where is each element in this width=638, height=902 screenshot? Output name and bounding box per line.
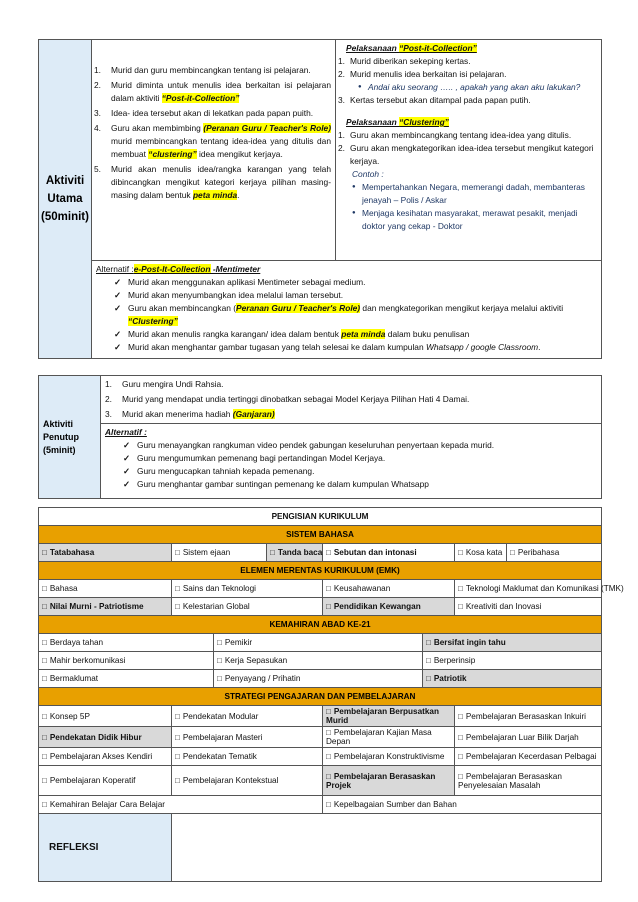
pelaksanaan1-step-1: 1. Murid diberikan sekeping kertas. <box>338 56 471 66</box>
strategi-akses-kendiri: □ Pembelajaran Akses Kendiri <box>39 748 172 766</box>
emk-heading: ELEMEN MERENTAS KURIKULUM (EMK) <box>39 562 602 580</box>
strategi-didik-hibur: □ Pendekatan Didik Hibur <box>39 727 172 748</box>
emk-sains-teknologi: □ Sains dan Teknologi <box>172 580 323 598</box>
abad21-berperinsip: □ Berperinsip <box>423 652 602 670</box>
pengisian-kurikulum-table <box>38 507 624 882</box>
strategi-kontekstual: □ Pembelajaran Kontekstual <box>172 766 323 796</box>
pelaksanaan-heading-1: Pelaksanaan “Post-it-Collection” <box>346 43 477 53</box>
emk-kelestarian-global: □ Kelestarian Global <box>172 598 323 616</box>
strategi-masteri: □ Pembelajaran Masteri <box>172 727 323 748</box>
aktiviti-penutup-alternatif <box>101 424 602 499</box>
contoh-item-1: ● Mempertahankan Negara, memerangi dadah, membanteras jenayah – Polis / Askar <box>352 181 598 207</box>
sb-tatabahasa: □ Tatabahasa <box>39 544 172 562</box>
sb-tanda-baca: □ Tanda baca <box>267 544 323 562</box>
sb-kosa-kata: □ Kosa kata <box>455 544 507 562</box>
strategi-inkuiri: □ Pembelajaran Berasaskan Inkuiri <box>455 706 602 727</box>
kurikulum-title: PENGISIAN KURIKULUM <box>39 508 602 526</box>
pelaksanaan1-step-3: 3. Kertas tersebut akan ditampal pada papan putih. <box>338 95 531 105</box>
emk-keusahawanan: □ Keusahawanan <box>323 580 455 598</box>
abad21-heading: KEMAHIRAN ABAD KE-21 <box>39 616 602 634</box>
sb-peribahasa: □ Peribahasa <box>507 544 602 562</box>
penutup-alt-item-2: ✓ Guru mengumumkan pemenang bagi pertandingan Model Kerjaya. <box>123 452 597 465</box>
refleksi-label: REFLEKSI <box>39 814 172 882</box>
strategi-tematik: □ Pendekatan Tematik <box>172 748 323 766</box>
contoh-item-2: ● Menjaga kesihatan masyarakat, merawat pesakit, menjadi doktor yang cekap - Doktor <box>352 207 598 233</box>
sb-sistem-ejaan: □ Sistem ejaan <box>172 544 267 562</box>
strategi-berasaskan-projek: □ Pembelajaran Berasaskan Projek <box>323 766 455 796</box>
penutup-alt-item-4: ✓ Guru menghantar gambar suntingan pemenang ke dalam kumpulan Whatsapp <box>123 478 597 491</box>
strategi-heading: STRATEGI PENGAJARAN DAN PEMBELAJARAN <box>39 688 602 706</box>
utama-step-3: 3. Idea- idea tersebut akan di lekatkan pada papan puith. <box>94 108 314 118</box>
emk-tmk: □ Teknologi Maklumat dan Komunikasi (TMK) <box>455 580 602 598</box>
emk-nilai-murni: □ Nilai Murni - Patriotisme <box>39 598 172 616</box>
penutup-alt-item-3: ✓ Guru mengucapkan tahniah kepada pemenang. <box>123 465 597 478</box>
utama-step-2: 2. Murid diminta untuk menulis idea berkaitan isi pelajaran dalam aktiviti “Post-it-Collection” <box>94 80 331 103</box>
aktiviti-utama-steps <box>92 40 336 261</box>
strategi-penyelesaian-masalah: □ Pembelajaran Berasaskan Penyelesaian Masalah <box>455 766 602 796</box>
aktiviti-utama-label: Aktiviti Utama (50minit) <box>39 40 92 359</box>
abad21-mahir-berkomunikasi: □ Mahir berkomunikasi <box>39 652 214 670</box>
utama-alt-item-4: ✓ Murid akan menulis rangka karangan/ idea dalam bentuk peta minda dalam buku penulisan <box>114 328 597 341</box>
penutup-alt-heading: Alternatif : <box>105 427 147 437</box>
utama-alt-heading: Alternatif :e-Post-It-Collection -Mentimeter <box>96 264 261 274</box>
utama-step-5: 5. Murid akan menulis idea/rangka karangan yang telah dibincangkan mengikut kategori kerjaya pilihan masing-masing dalam bentuk peta minda. <box>94 164 331 200</box>
abad21-bermaklumat: □ Bermaklumat <box>39 670 214 688</box>
strategi-luar-bilik-darjah: □ Pembelajaran Luar Bilik Darjah <box>455 727 602 748</box>
pelaksanaan2-step-1: 1. Guru akan membincangkang tentang idea-idea yang ditulis. <box>338 130 572 140</box>
strategi-kecerdasan-pelbagai: □ Pembelajaran Kecerdasan Pelbagai <box>455 748 602 766</box>
aktiviti-utama-pelaksanaan <box>336 40 602 261</box>
abad21-penyayang: □ Penyayang / Prihatin <box>214 670 423 688</box>
penutup-step-1: 1. Guru mengira Undi Rahsia. <box>105 379 224 389</box>
aktiviti-penutup-steps <box>101 376 602 424</box>
penutup-step-2: 2. Murid yang mendapat undia tertinggi dinobatkan sebagai Model Kerjaya Pilihan Hati 4 Damai. <box>105 394 470 404</box>
emk-bahasa: □ Bahasa <box>39 580 172 598</box>
utama-alt-item-5: ✓ Murid akan menghantar gambar tugasan yang telah selesai ke dalam kumpulan Whatsapp / google Classroom. <box>114 341 597 354</box>
emk-kreativiti: □ Kreativiti dan Inovasi <box>455 598 602 616</box>
pelaksanaan-heading-2: Pelaksanaan “Clustering” <box>346 117 449 127</box>
pelaksanaan1-bullet: ● Andai aku seorang ….. , apakah yang akan aku lakukan? <box>358 81 598 94</box>
utama-alt-item-1: ✓ Murid akan menggunakan aplikasi Mentimeter sebagai medium. <box>114 276 597 289</box>
pelaksanaan1-step-2: 2. Murid menulis idea berkaitan isi pelajaran. <box>338 69 507 79</box>
aktiviti-utama-table <box>38 39 602 359</box>
abad21-kerja-sepasukan: □ Kerja Sepasukan <box>214 652 423 670</box>
penutup-alt-item-1: ✓ Guru menayangkan rangkuman video pendek gabungan keseluruhan penyertaan kepada murid. <box>123 439 597 452</box>
utama-alt-item-3: ✓ Guru akan membincangkan (Peranan Guru / Teacher's Role) dan mengkategorikan mengikut kerjaya melalui aktiviti “Clustering” <box>114 302 597 328</box>
sb-sebutan-intonasi: □ Sebutan dan intonasi <box>323 544 455 562</box>
refleksi-content <box>172 814 602 882</box>
utama-step-4: 4. Guru akan membimbing (Peranan Guru / Teacher's Role) murid membincangkan tentang idea-idea yang ditulis dan membuat “clustering” idea mengikut kerjaya. <box>94 123 331 159</box>
sistem-bahasa-heading: SISTEM BAHASA <box>39 526 602 544</box>
utama-step-1: 1. Murid dan guru membincangkan tentang isi pelajaran. <box>94 65 311 75</box>
abad21-patriotik: □ Patriotik <box>423 670 602 688</box>
strategi-berpusatkan-murid: □ Pembelajaran Berpusatkan Murid <box>323 706 455 727</box>
aktiviti-utama-alternatif <box>92 261 602 359</box>
strategi-konsep-5p: □ Konsep 5P <box>39 706 172 727</box>
strategi-koperatif: □ Pembelajaran Koperatif <box>39 766 172 796</box>
abad21-ingin-tahu: □ Bersifat ingin tahu <box>423 634 602 652</box>
contoh-label: Contoh : <box>352 169 384 179</box>
abad21-pemikir: □ Pemikir <box>214 634 423 652</box>
aktiviti-penutup-label: Aktiviti Penutup (5minit) <box>39 376 101 499</box>
strategi-kepelbagaian-sumber: □ Kepelbagaian Sumber dan Bahan <box>323 796 602 814</box>
strategi-kajian-masa-depan: □ Pembelajaran Kajian Masa Depan <box>323 727 455 748</box>
strategi-konstruktivisme: □ Pembelajaran Konstruktivisme <box>323 748 455 766</box>
aktiviti-penutup-table <box>38 375 602 499</box>
strategi-belajar-cara-belajar: □ Kemahiran Belajar Cara Belajar <box>39 796 323 814</box>
emk-pendidikan-kewangan: □ Pendidikan Kewangan <box>323 598 455 616</box>
strategi-modular: □ Pendekatan Modular <box>172 706 323 727</box>
penutup-step-3: 3. Murid akan menerima hadiah (Ganjaran) <box>105 409 275 419</box>
pelaksanaan2-step-2: 2. Guru akan mengkategorikan idea-idea tersebut mengikut kategori kerjaya. <box>338 143 594 166</box>
abad21-berdaya-tahan: □ Berdaya tahan <box>39 634 214 652</box>
utama-alt-item-2: ✓ Murid akan menyumbangkan idea melalui laman tersebut. <box>114 289 597 302</box>
